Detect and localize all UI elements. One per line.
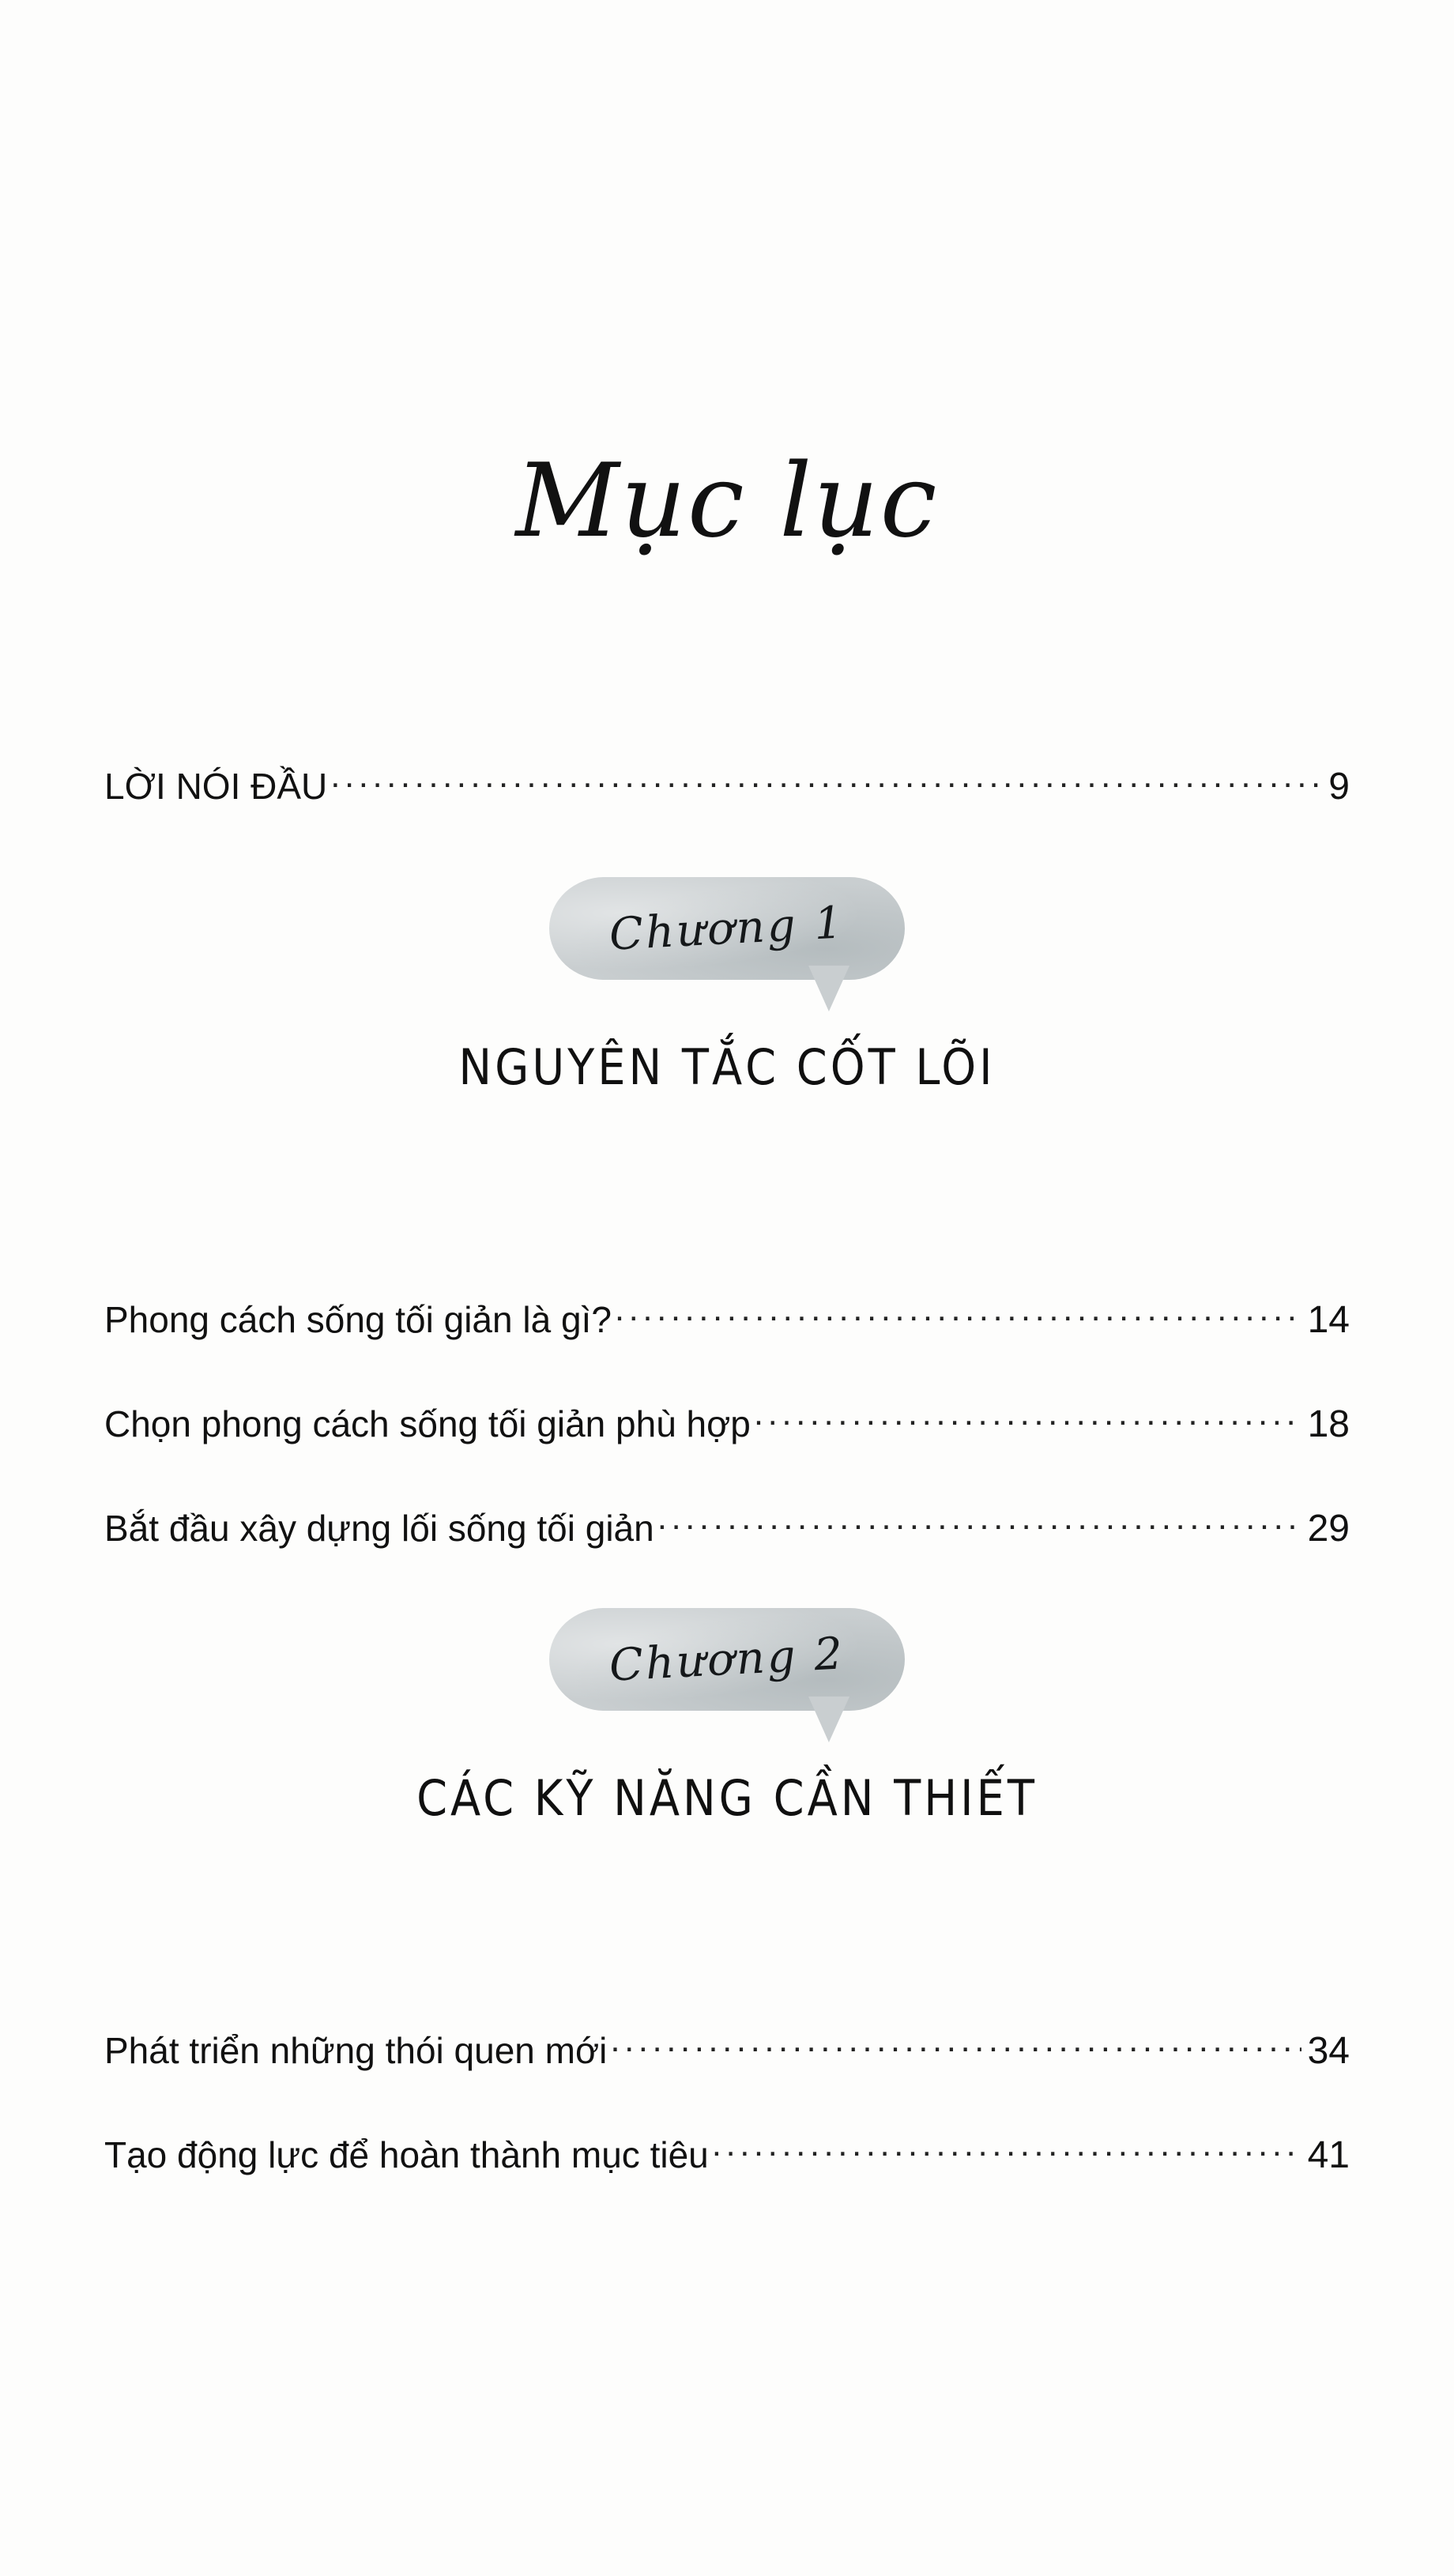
chapter-label: Chương 2	[608, 1627, 846, 1692]
chapter-label: Chương 1	[608, 896, 846, 961]
toc-entry-title: Chọn phong cách sống tối giản phù hợp	[104, 1403, 751, 1444]
chapter-2-header	[0, 1608, 1454, 1827]
toc-entry-page: 41	[1307, 2134, 1350, 2176]
toc-entry-title: LỜI NÓI ĐẦU	[104, 766, 328, 807]
toc-entry-title: Tạo động lực để hoàn thành mục tiêu	[104, 2134, 709, 2175]
toc-entry-c1-1[interactable]	[104, 1296, 1350, 1342]
toc-entry-page: 18	[1307, 1403, 1350, 1445]
toc-entry-c1-2[interactable]	[104, 1400, 1350, 1446]
toc-entry-page: 14	[1307, 1299, 1350, 1341]
toc-entry-page: 34	[1307, 2030, 1350, 2072]
toc-entry-c1-3[interactable]	[104, 1505, 1350, 1550]
toc-entry-title: Bắt đầu xây dựng lối sống tối giản	[104, 1508, 654, 1549]
toc-entry-title: Phong cách sống tối giản là gì?	[104, 1299, 612, 1340]
toc-entry-title: Phát triển những thói quen mới	[104, 2030, 608, 2071]
chapter-bubble	[549, 1608, 905, 1711]
chapter-1-header	[0, 877, 1454, 1096]
toc-entry-page: 9	[1328, 766, 1350, 808]
dot-leader	[712, 2131, 1301, 2167]
page-title: Mục lục	[515, 443, 939, 560]
dot-leader	[615, 1296, 1301, 1332]
toc-entry-page: 29	[1307, 1508, 1350, 1550]
bubble-tail-icon	[802, 1697, 849, 1742]
bubble-tail-icon	[802, 966, 849, 1011]
toc-entry-c2-1[interactable]	[104, 2027, 1350, 2073]
chapter-heading: CÁC KỸ NĂNG CẦN THIẾT	[416, 1769, 1038, 1827]
toc-entry-c2-2[interactable]	[104, 2131, 1350, 2177]
chapter-heading: NGUYÊN TẮC CỐT LÕI	[458, 1038, 996, 1096]
toc-entry-preface[interactable]	[104, 763, 1350, 808]
dot-leader	[610, 2027, 1301, 2063]
dot-leader	[330, 763, 1322, 799]
dot-leader	[754, 1400, 1301, 1437]
speech-bubble-icon	[549, 1608, 905, 1711]
chapter-bubble	[549, 877, 905, 980]
speech-bubble-icon	[549, 877, 905, 980]
dot-leader	[657, 1505, 1301, 1541]
